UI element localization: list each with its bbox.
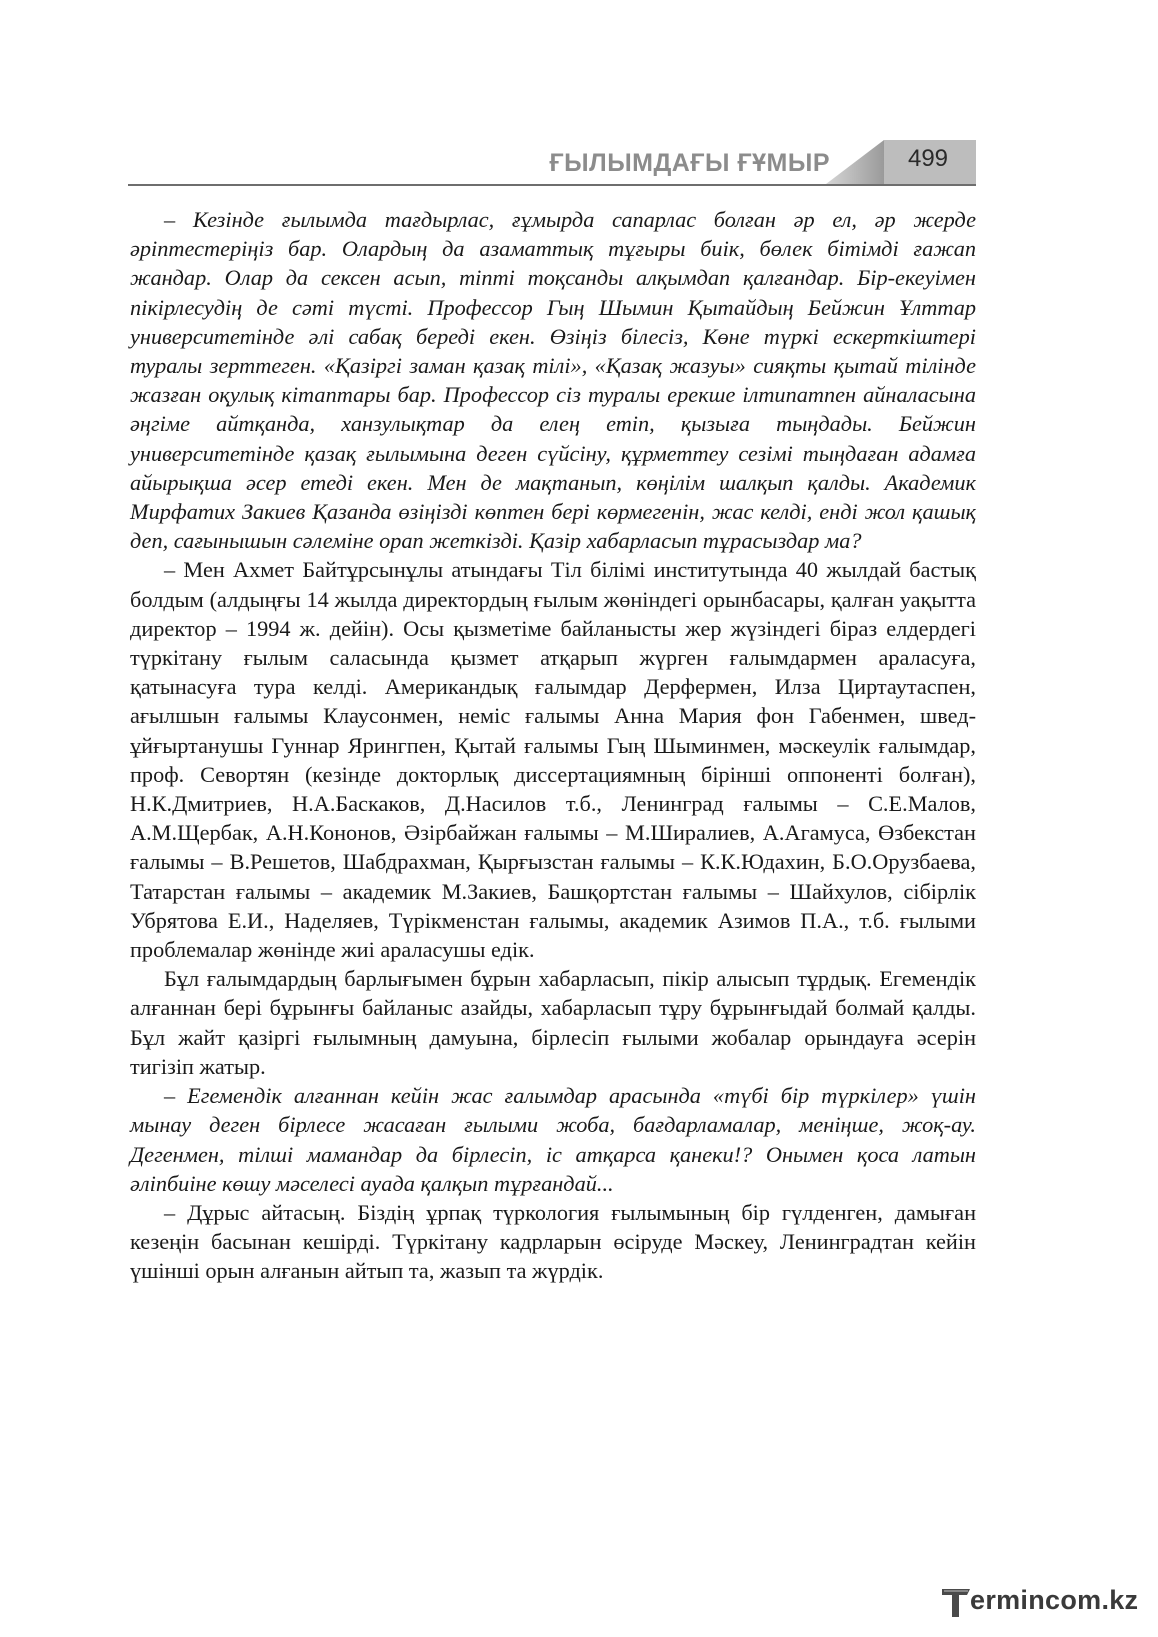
article-body	[130, 205, 976, 1286]
answer-paragraph: – Мен Ахмет Байтұрсынұлы атындағы Тіл білімі институтында 40 жылдай бастық болдым (алдыңғы 14 жылда директордың ғылым жөніндегі орынбасары, қалған уақытта директор – 1994 ж. дейін). Осы қызметіме байланысты жер жүзіндегі біраз елдердегі түркітану ғылым саласында қызмет атқарып жүрген ғалымдармен араласуға, қатынасуға тура келді. Американдық ғалымдар Дерфермен, Илза Циртаутаспен, ағылшын ғалымы Клаусонмен, неміс ғалымы Анна Мария фон Габенмен, швед-ұйғыртанушы Гуннар Ярингпен, Қытай ғалымы Гың Шыминмен, мәскеулік ғалымдар, проф. Севортян (кезінде докторлық диссертациямның бірінші оппоненті болған), Н.К.Дмитриев, Н.А.Баскаков, Д.Насилов т.б., Ленинград ғалымы – С.Е.Малов, А.М.Щербак, А.Н.Кононов, Әзірбайжан ғалымы – М.Ширалиев, А.Агамуса, Өзбекстан ғалымы – В.Решетов, Шабдрахман, Қырғызстан ғалымы – К.К.Юдахин, Б.О.Орузбаева, Татарстан ғалымы – академик М.Закиев, Башқортстан ғалымы – Шайхулов, сібірлік Убрятова Е.И., Наделяев, Түрікменстан ғалымы, академик Азимов П.А., т.б. ғылыми проблемалар жөнінде жиі араласушы едік.	[130, 557, 976, 963]
header-rule	[128, 184, 976, 186]
t-letter-logo-icon	[940, 1585, 974, 1619]
running-header	[128, 140, 976, 186]
site-watermark	[940, 1583, 1140, 1623]
watermark-text: ermincom.kz	[970, 1585, 1139, 1615]
answer-paragraph: – Дұрыс айтасың. Біздің ұрпақ түркология ғылымының бір гүлденген, дамыған кезеңін басынан кешірді. Түркітану кадрларын өсіруде Мәскеу, Ленинградтан кейін үшінші орын алғанын айтып та, жазып та жүрдік.	[130, 1199, 976, 1284]
answer-paragraph: Бұл ғалымдардың барлығымен бұрын хабарласып, пікір алысып тұрдық. Егемендік алғаннан бері бұрынғы байланыс азайды, хабарласып тұру бұрынғыдай болмай қалды. Бұл жайт қазіргі ғылымның дамуына, бірлесіп ғылыми жобалар орындауға әсерін тигізіп жатыр.	[130, 966, 976, 1079]
question-paragraph: – Кезінде ғылымда тағдырлас, ғұмырда сапарлас болған әр ел, әр жерде әріптестеріңіз бар. Олардың да азаматтық тұғыры биік, бөлек бітімді ғажап жандар. Олар да сексен асып, тіпті тоқсанды алқымдап қалғандар. Бір-екеуімен пікірлесудің де сәті түсті. Профессор Гың Шымин Қытайдың Бейжин Ұлттар университетінде әлі сабақ береді екен. Өзіңіз білесіз, Көне түркі ескерткіштері туралы зерттеген. «Қазіргі заман қазақ тілі», «Қазақ жазуы» сияқты қытай тілінде жазған оқулық кітаптары бар. Профессор сіз туралы ерекше ілтипатпен айналасына әңгіме айтқанда, ханзулықтар да елең етіп, қызыға тыңдады. Бейжин университетінде қазақ ғылымына деген сүйсіну, құрметтеу сезімі тыңдаған адамға айырықша әсер етеді екен. Мен де мақтанып, көңілім шалқып қалды. Академик Мирфатих Закиев Қазанда өзіңізді көптен бері көрмегенін, жас келді, енді жол қашық деп, сағынышын сәлеміне орап жеткізді. Қазір хабарласып тұрасыздар ма?	[130, 207, 976, 554]
header-wedge-decoration	[826, 140, 884, 184]
question-paragraph: – Егемендік алғаннан кейін жас ғалымдар арасында «түбі бір түркілер» үшін мынау деген бірлесе жасаған ғылыми жоба, бағдарламалар, меніңше, жоқ-ау. Дегенмен, тілші мамандар да бірлесіп, іс атқарса қанеки!? Онымен қоса латын әліпбиіне көшу мәселесі ауада қалқып тұрғандай...	[130, 1083, 976, 1196]
running-title: ҒЫЛЫМДАҒЫ ҒҰМЫР	[549, 149, 830, 177]
page-number: 499	[907, 145, 949, 172]
